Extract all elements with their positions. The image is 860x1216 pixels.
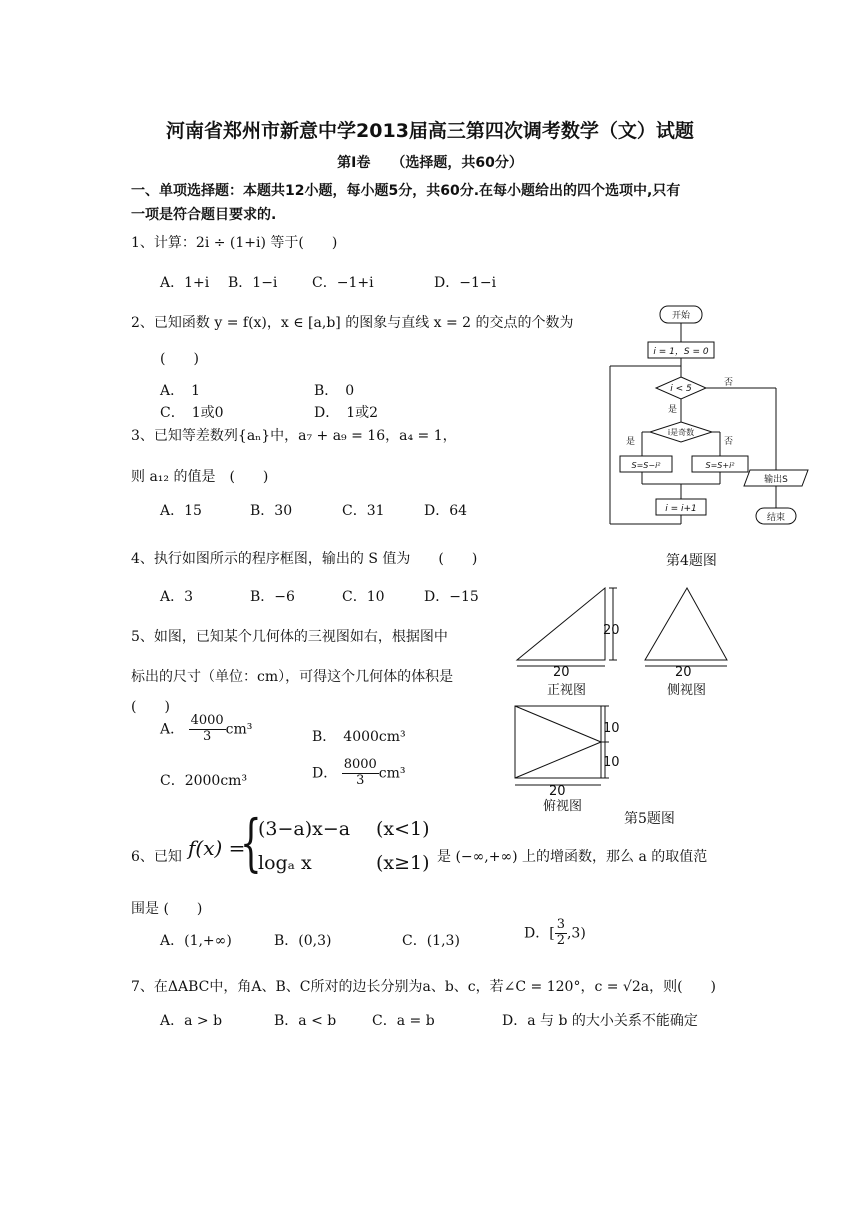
- q5-option-c: C．2000cm³: [160, 773, 248, 789]
- q6-tail: 是 (−∞,+∞) 上的增函数，那么 a 的取值范: [437, 849, 708, 865]
- q2-option-d: D． 1或2: [314, 405, 379, 421]
- page-title: 河南省郑州市新意中学2013届高三第四次调考数学（文）试题: [166, 120, 694, 142]
- part-heading: 第Ⅰ卷 （选择题，共60分）: [337, 155, 523, 171]
- q4-option-a: A．3: [160, 589, 194, 605]
- top-height1-label: 10: [603, 721, 620, 736]
- q5-a-numerator: 4000: [190, 713, 224, 728]
- q2-paren: ( ): [160, 351, 199, 367]
- q5-stem-line2: 标出的尺寸（单位：cm），可得这个几何体的体积是: [131, 669, 454, 685]
- q5-option-d: [312, 758, 406, 789]
- flow-end: 结束: [766, 513, 786, 523]
- top-width-label: 20: [549, 784, 566, 799]
- q3-option-c: C．31: [342, 503, 385, 519]
- flow-right: S=S+i²: [705, 461, 735, 470]
- flow-start: 开始: [671, 311, 691, 321]
- q6-option-d: [524, 918, 586, 949]
- q7-option-a: A．a > b: [160, 1013, 223, 1029]
- q4-option-c: C．10: [342, 589, 385, 605]
- q6-lead: 6、已知: [131, 849, 182, 865]
- front-height-label: 20: [603, 623, 620, 638]
- q3-option-a: A．15: [160, 503, 202, 519]
- q7-option-d: D．a 与 b 的大小关系不能确定: [502, 1013, 698, 1029]
- q6-d-tail: ,3): [566, 925, 586, 942]
- side-width-label: 20: [675, 665, 692, 680]
- q7-stem: 7、在ΔABC中，角A、B、C所对的边长分别为a、b、c，若∠C = 120°，c = √2a，则( ): [131, 979, 717, 995]
- q6-brace: {: [240, 806, 262, 879]
- q7-option-b: B．a < b: [274, 1013, 337, 1029]
- q5-stem-line1: 5、如图，已知某个几何体的三视图如右，根据图中: [131, 629, 448, 645]
- q5-d-denominator: 3: [356, 772, 365, 788]
- q1-option-c: C．−1+i: [312, 275, 374, 291]
- q3-option-b: B．30: [250, 503, 293, 519]
- q6-option-d-fraction: [555, 918, 567, 949]
- q5-option-a-fraction: [189, 714, 226, 745]
- q1-option-a: A．1+i: [160, 275, 210, 291]
- flow-left: S=S−i²: [631, 461, 661, 470]
- q6-d-numerator: 3: [556, 917, 565, 932]
- q6-option-d-label: D．[: [524, 925, 555, 942]
- q4-caption: 第4题图: [666, 553, 717, 569]
- q2-option-a: A． 1: [160, 383, 201, 399]
- q3-option-d: D．64: [424, 503, 468, 519]
- q6-option-a: A．(1,+∞): [160, 933, 232, 949]
- q5-option-a-label: A．: [160, 721, 185, 738]
- q2-option-b: B． 0: [314, 383, 355, 399]
- flowchart-diagram: [600, 300, 820, 532]
- flow-yes2: 是: [626, 437, 636, 447]
- front-view-label: 正视图: [547, 683, 587, 698]
- front-view-shape: [517, 588, 605, 660]
- q5-option-b: B． 4000cm³: [312, 729, 406, 745]
- section-heading-line2: 一项是符合题目要求的.: [131, 207, 277, 223]
- q6-cond1: (x<1): [376, 818, 430, 840]
- q5-a-denominator: 3: [202, 728, 212, 744]
- side-view-shape: [645, 588, 727, 660]
- front-width-label: 20: [553, 665, 570, 680]
- flow-yes: 是: [668, 405, 678, 415]
- flow-no: 否: [724, 378, 734, 388]
- q4-option-b: B．−6: [250, 589, 295, 605]
- top-height2-label: 10: [603, 755, 620, 770]
- q6-case2: logₐ x: [258, 852, 312, 874]
- q6-option-c: C．(1,3): [402, 933, 460, 949]
- q1-option-d: D．−1−i: [434, 275, 497, 291]
- q5-option-a: [160, 714, 252, 745]
- q5-d-numerator: 8000: [343, 757, 377, 772]
- q6-option-b: B．(0,3): [274, 933, 332, 949]
- q6-stem2: 围是 ( ): [131, 901, 203, 917]
- q1-option-b: B．1−i: [228, 275, 278, 291]
- q6-cond2: (x≥1): [376, 852, 430, 874]
- q2-option-c: C． 1或0: [160, 405, 224, 421]
- q5-a-unit: cm³: [225, 721, 253, 738]
- q6-case1: (3−a)x−a: [258, 818, 351, 840]
- q7-option-c: C．a = b: [372, 1013, 435, 1029]
- three-views-diagram: [505, 582, 745, 817]
- q3-stem: 3、已知等差数列{aₙ}中，a₇ + a₉ = 16，a₄ = 1，: [131, 428, 457, 444]
- q5-paren: ( ): [131, 699, 170, 715]
- top-view-label: 俯视图: [543, 799, 583, 814]
- side-view-label: 侧视图: [667, 683, 707, 698]
- q6-d-denominator: 2: [556, 932, 565, 948]
- flow-inc: i = i+1: [665, 504, 697, 514]
- q5-caption: 第5题图: [624, 811, 675, 827]
- top-view-shape: [515, 706, 601, 778]
- q6-fx: f(x) =: [188, 836, 246, 860]
- section-heading-line1: 一、单项选择题：本题共12小题，每小题5分，共60分.在每小题给出的四个选项中,只有: [131, 183, 681, 199]
- flow-out: 输出S: [764, 475, 788, 485]
- q2-stem: 2、已知函数 y = f(x)，x ∈ [a,b] 的图象与直线 x = 2 的交点的个数为: [131, 315, 574, 331]
- q3-stem2: 则 a₁₂ 的值是 ( ): [131, 469, 269, 485]
- flow-cond: i < 5: [670, 384, 692, 394]
- q4-option-d: D．−15: [424, 589, 479, 605]
- flow-no2: 否: [724, 437, 734, 447]
- q4-stem: 4、执行如图所示的程序框图，输出的 S 值为 ( ): [131, 551, 478, 567]
- flow-odd: i是奇数: [667, 428, 695, 437]
- q5-d-unit: cm³: [378, 765, 406, 782]
- q1-stem: 1、计算：2i ÷ (1+i) 等于( ): [131, 235, 338, 251]
- flow-init: i = 1，S = 0: [653, 347, 709, 357]
- q5-option-d-fraction: [342, 758, 379, 789]
- q5-option-d-label: D．: [312, 765, 338, 782]
